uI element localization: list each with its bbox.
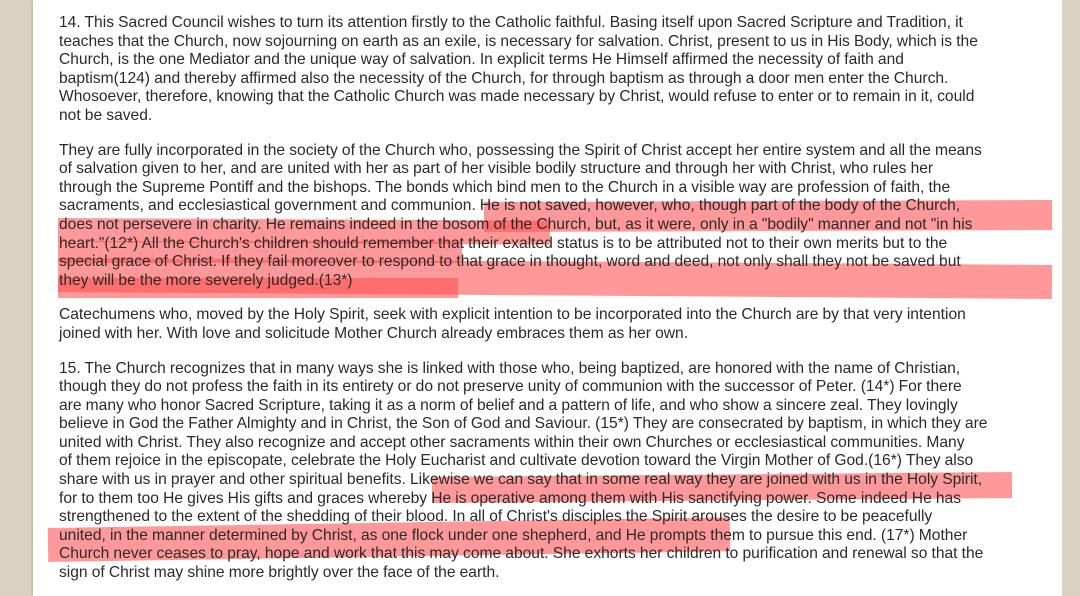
paragraph-14: 14. This Sacred Council wishes to turn its attention firstly to the Catholic faithful. Basing itself upon Sacred Scripture and Tradition, it teaches that the Church, now sojourning on earth as an exile, is necessary for salvation. Christ, present to us in His Body, which is the Church, is the one Mediator and the unique way of salvation. In explicit terms He Himself affirmed the necessity of faith and baptism(124) and thereby affirmed also the necessity of the Church, for through baptism as through a door men enter the Church. Whosoever, therefore, knowing that the Catholic Church was made necessary by Christ, would refuse to enter or to remain in it, could not be saved. (59, 14, 978, 124)
left-margin (0, 0, 33, 596)
paragraph-full-incorporation: They are fully incorporated in the society of the Church who, possessing the Spirit of Christ accept her entire system and all the means of salvation given to her, and are united with her as part of her visible bodily structure and through her with Christ, who rules her through the Supreme Pontiff and the bishops. The bonds which bind men to the Church in a visible way are profession of faith, the sacraments, and ecclesiastical government and communion. He is not saved, however, who, though part of the body of the Church, does not persevere in charity. He remains indeed in the bosom of the Church, but, as it were, only in a "bodily" manner and not "in his heart."(12*) All the Church's children should remember that their exalted status is to be attributed not to their own merits but to the special grace of Christ. If they fail moreover to respond to that grace in thought, word and deed, not only shall they not be saved but they will be the more severely judged.(13*) (59, 141, 982, 289)
document-text (59, 14, 1023, 596)
paragraph-15: 15. The Church recognizes that in many ways she is linked with those who, being baptized, are honored with the name of Christian, though they do not profess the faith in its entirety or do not preserve unity of communion with the successor of Peter. (14*) For there are many who honor Sacred Scripture, taking it as a norm of belief and a pattern of life, and who show a sincere zeal. They lovingly believe in God the Father Almighty and in Christ, the Son of God and Saviour. (15*) They are consecrated by baptism, in which they are united with Christ. They also recognize and accept other sacraments within their own Churches or ecclesiastical communities. Many of them rejoice in the episcopate, celebrate the Holy Eucharist and cultivate devotion toward the Virgin Mother of God.(16*) They also share with us in prayer and other spiritual benefits. Likewise we can say that in some real way they are joined with us in the Holy Spirit, for to them too He gives His gifts and graces whereby He is operative among them with His sanctifying power. Some indeed He has strengthened to the extent of the shedding of their blood. In all of Christ's disciples the Spirit arouses the desire to be peacefully united, in the manner determined by Christ, as one flock under one shepherd, and He prompts them to pursue this end. (17*) Mother Church never ceases to pray, hope and work that this may come about. She exhorts her children to purification and renewal so that the sign of Christ may shine more brightly over the face of the earth. (59, 359, 988, 582)
right-scroll-rail[interactable] (1062, 0, 1080, 596)
paragraph-catechumens: Catechumens who, moved by the Holy Spirit, seek with explicit intention to be incorporated into the Church are by that very intention joined with her. With love and solicitude Mother Church already embraces them as her own. (59, 306, 966, 342)
